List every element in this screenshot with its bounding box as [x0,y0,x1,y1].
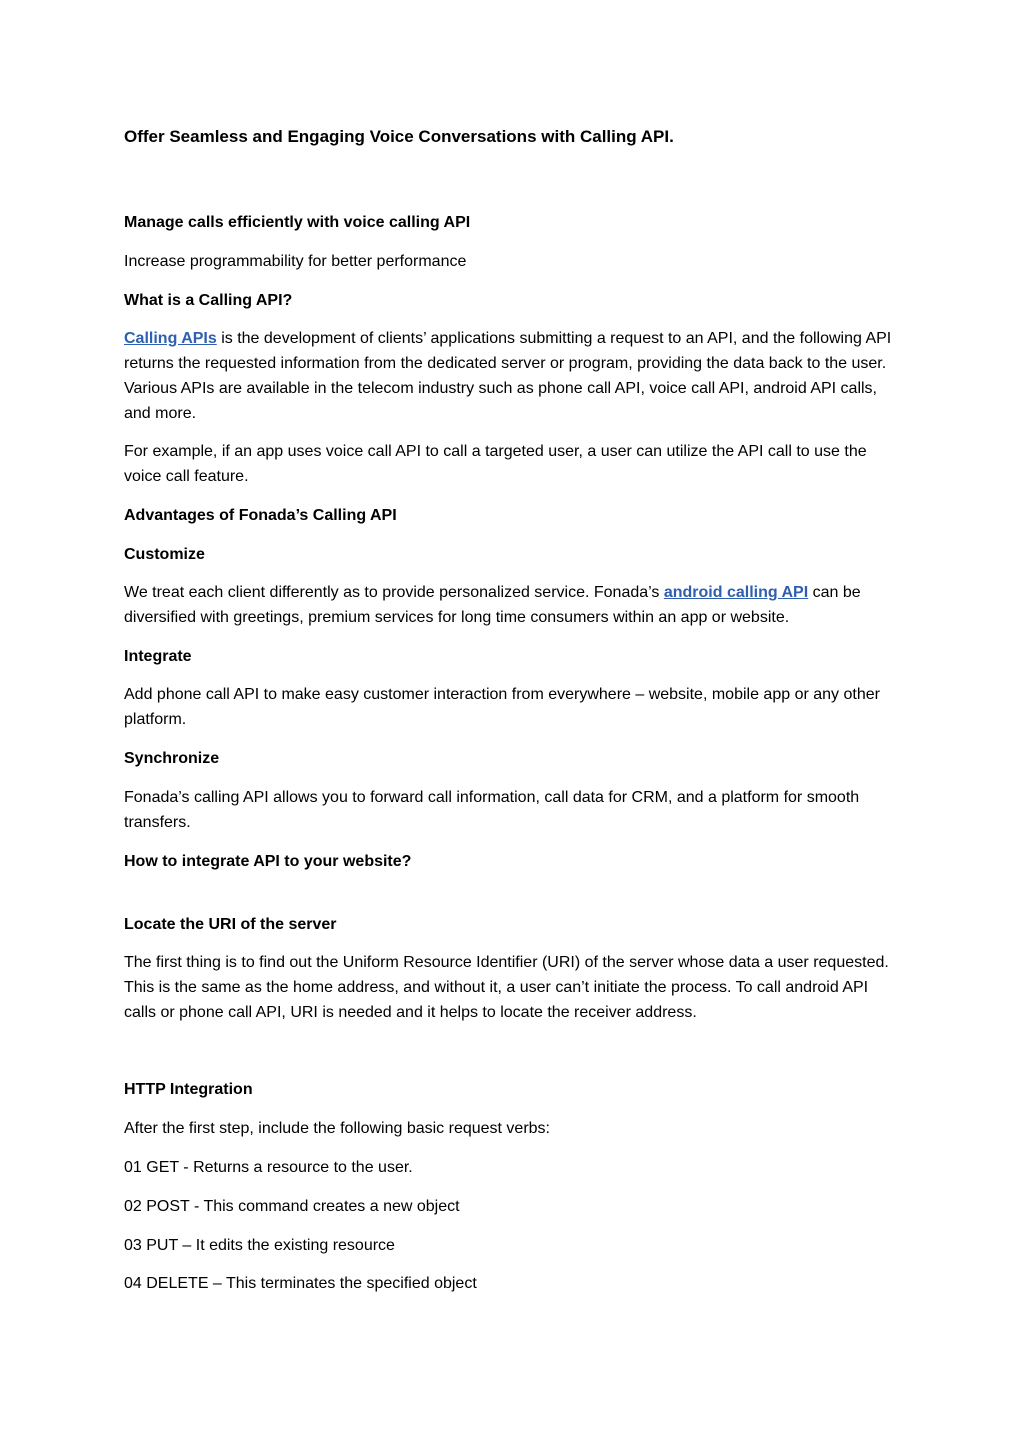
calling-apis-link[interactable]: Calling APIs [124,330,217,347]
list-item-delete: 04 DELETE – This terminates the specified object [124,1275,477,1292]
calling-apis-description: is the development of clients’ applications submitting a request to an API, and the following API returns the requested information from the dedicated server or program, providing the data back to the user. Various APIs are available in the telecom industry such as phone call API, voice call API, android API calls, and more. [124,330,892,422]
paragraph-locate-uri: The first thing is to find out the Uniform Resource Identifier (URI) of the server whose data a user requested. This is the same as the home address, and without it, a user can’t initiate the process. To call android API calls or phone call API, URI is needed and it helps to locate the receiver address. [124,954,889,1021]
list-item-get: 01 GET - Returns a resource to the user. [124,1159,413,1176]
heading-how-to-integrate: How to integrate API to your website? [124,853,412,870]
heading-customize: Customize [124,546,205,563]
paragraph-synchronize: Fonada’s calling API allows you to forward call information, call data for CRM, and a platform for smooth transfers. [124,789,860,831]
paragraph-example: For example, if an app uses voice call API to call a targeted user, a user can utilize the API call to use the voice call feature. [124,443,867,485]
heading-advantages: Advantages of Fonada’s Calling API [124,507,397,524]
document-title: Offer Seamless and Engaging Voice Conversations with Calling API. [124,127,674,146]
heading-http-integration: HTTP Integration [124,1081,253,1098]
heading-synchronize: Synchronize [124,750,220,767]
heading-what-is-calling-api: What is a Calling API? [124,292,293,309]
list-item-put: 03 PUT – It edits the existing resource [124,1237,395,1254]
paragraph-http-intro: After the first step, include the following basic request verbs: [124,1120,550,1137]
heading-manage-calls: Manage calls efficiently with voice calling API [124,214,471,231]
customize-text-start: We treat each client differently as to provide personalized service. Fonada’s [124,584,664,601]
paragraph-increase-programmability: Increase programmability for better performance [124,253,467,270]
list-item-post: 02 POST - This command creates a new object [124,1198,460,1215]
android-calling-api-link[interactable]: android calling API [663,584,809,601]
paragraph-customize [124,580,896,630]
paragraph-integrate: Add phone call API to make easy customer interaction from everywhere – website, mobile app or any other platform. [124,686,880,728]
heading-locate-uri: Locate the URI of the server [124,916,337,933]
paragraph-calling-apis [124,326,896,426]
customize-text-end: can be diversified with greetings, premium services for long time consumers within an app or website. [124,584,861,626]
heading-integrate: Integrate [124,648,192,665]
